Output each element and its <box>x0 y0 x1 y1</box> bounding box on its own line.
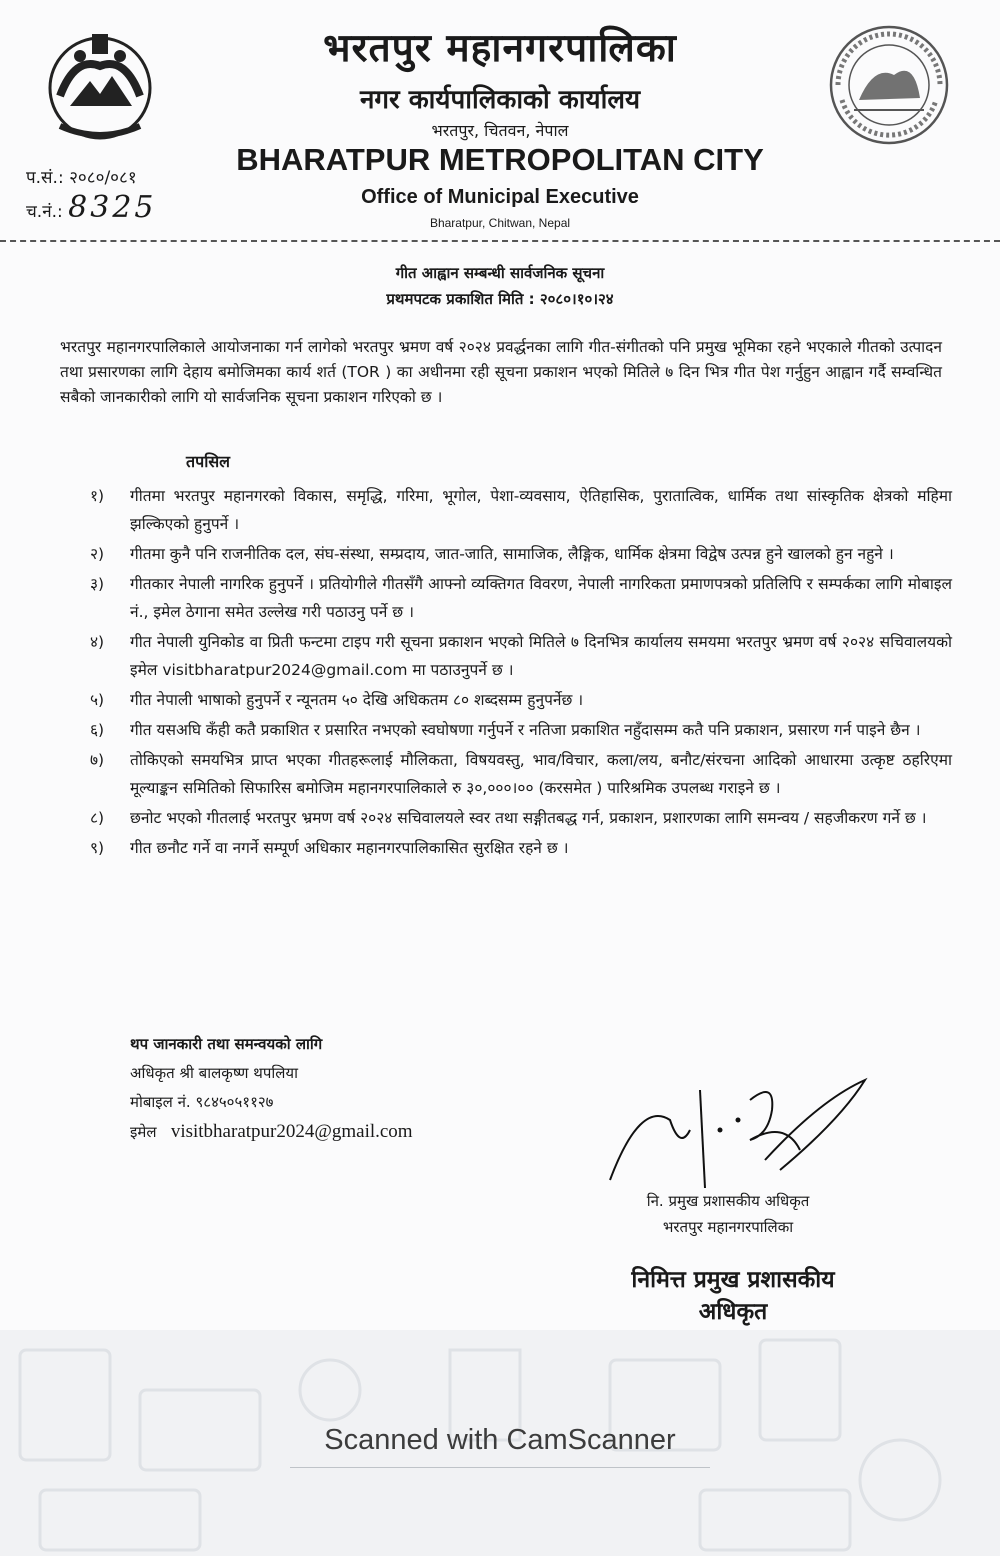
signatory-org: भरतपुर महानगरपालिका <box>662 1218 794 1236</box>
item-text: छनोट भएको गीतलाई भरतपुर भ्रमण वर्ष २०२४ सचिवालयले स्वर तथा सङ्गीतबद्ध गर्न, प्रकाशन, प्रशारणका लागि समन्वय / सहजीकरण गर्ने छ । <box>130 809 927 827</box>
list-item <box>90 804 952 832</box>
item-text: गीतमा कुनै पनि राजनीतिक दल, संघ-संस्था, सम्प्रदाय, जात-जाति, सामाजिक, लैङ्गिक, धार्मिक क्षेत्रमा विद्वेष उत्पन्न हुने खालको हुन नहुने । <box>130 545 894 563</box>
scanner-label: Scanned with CamScanner <box>324 1424 676 1456</box>
item-text: गीतकार नेपाली नागरिक हुनुपर्ने । प्रतियोगीले गीतसँगै आफ्नो व्यक्तिगत विवरण, नेपाली नागरिकता प्रमाणपत्रको प्रतिलिपि र सम्पर्कका लागि मोबाइल नं., इमेल ठेगाना समेत उल्लेख गरी पठाउनु पर्ने छ । <box>130 575 952 621</box>
reference-cn <box>26 190 157 225</box>
item-number: ७) <box>90 751 105 769</box>
list-item <box>90 834 952 862</box>
signatory-stamp: निमित्त प्रमुख प्रशासकीय अधिकृत <box>631 1267 835 1325</box>
item-number: ९) <box>90 839 105 857</box>
notice-date: प्रथमपटक प्रकाशित मिति : २०८०।१०।२४ <box>386 290 614 308</box>
header-title-en: BHARATPUR METROPOLITAN CITY <box>236 142 764 177</box>
reference-ps <box>26 165 137 188</box>
tapasil-heading: तपसिल <box>186 452 231 471</box>
list-item <box>90 540 952 568</box>
contact-email: visitbharatpur2024@gmail.com <box>170 1121 413 1142</box>
item-text: तोकिएको समयभित्र प्राप्त भएका गीतहरूलाई मौलिकता, विषयवस्तु, भाव/विचार, कला/लय, बनौट/संरचना आदिको आधारमा उत्कृष्ट ठहरिएमा मूल्याङ्कन समितिको सिफारिस बमोजिम महानगरपालिकाले रु ३०,०००।०० (करसमेत ) पारिश्रमिक उपलब्ध गराइने छ । <box>130 751 952 797</box>
item-text: गीत यसअघि कँही कतै प्रकाशित र प्रसारित नभएको स्वघोषणा गर्नुपर्ने र नतिजा प्रकाशित नहुँदासम्म कतै पनि प्रकाशन, प्रसारण गर्न पाइने छैन । <box>130 721 921 739</box>
item-number: ६) <box>90 721 105 739</box>
signatory-title: नि. प्रमुख प्रशासकीय अधिकृत <box>646 1192 810 1210</box>
item-number: ८) <box>90 809 105 827</box>
item-number: ५) <box>90 691 105 709</box>
notice-body: भरतपुर महानगरपालिकाले आयोजनाका गर्न लागेको भरतपुर भ्रमण वर्ष २०२४ प्रवर्द्धनका लागि गीत-संगीतको पनि प्रमुख भूमिका रहने भएकाले गीतको उत्पादन तथा प्रसारणका लागि देहाय बमोजिमका कार्य शर्त (TOR ) का अधीनमा रही सूचना प्रकाशन भएको मितिले ७ दिन भित्र गीत पेश गर्नुहुन आह्वान गर्दै सम्वन्धित सबैको जानकारीको लागि यो सार्वजनिक सूचना प्रकाशन गरिएको छ । <box>60 338 942 406</box>
header-address-np: भरतपुर, चितवन, नेपाल <box>431 121 569 140</box>
cn-label: च.नं.: <box>26 202 63 222</box>
terms-list <box>90 482 952 864</box>
contact-email-row <box>130 1117 413 1147</box>
email-label: इमेल <box>130 1123 157 1141</box>
signature-icon <box>600 1060 890 1190</box>
scanner-underline <box>290 1467 710 1468</box>
header-divider <box>0 240 1000 242</box>
item-number: ४) <box>90 633 105 651</box>
list-item <box>90 746 952 802</box>
item-text: गीतमा भरतपुर महानगरको विकास, समृद्धि, गरिमा, भूगोल, पेशा-व्यवसाय, ऐतिहासिक, पुरातात्विक, धार्मिक तथा सांस्कृतिक क्षेत्रको महिमा झल्किएको हुनुपर्ने । <box>130 487 952 533</box>
header-title-np: भरतपुर महानगरपालिका <box>323 26 677 71</box>
contact-block <box>130 1030 413 1147</box>
item-number: २) <box>90 545 105 563</box>
list-item <box>90 570 952 626</box>
ps-label: प.सं.: <box>26 168 64 188</box>
item-text: गीत नेपाली युनिकोड वा प्रिती फन्टमा टाइप गरी सूचना प्रकाशन भएको मितिले ७ दिनभित्र कार्यालय समयमा भरतपुर भ्रमण वर्ष २०२४ सचिवालयको इमेल visitbharatpur2024@gmail.com मा पठाउनुपर्ने छ । <box>130 633 952 679</box>
ps-value: २०८०/०८१ <box>69 168 137 188</box>
notice-title: गीत आह्वान सम्बन्धी सार्वजनिक सूचना <box>395 264 605 282</box>
list-item <box>90 482 952 538</box>
item-text: गीत नेपाली भाषाको हुनुपर्ने र न्यूनतम ५० देखि अधिकतम ८० शब्दसम्म हुनुपर्नेछ । <box>130 691 584 709</box>
contact-officer: अधिकृत श्री बालकृष्ण थपलिया <box>130 1064 299 1082</box>
contact-mobile: मोबाइल नं. ९८४५०५११२७ <box>130 1093 274 1111</box>
cn-value: 8325 <box>68 190 157 225</box>
header-office-np: नगर कार्यपालिकाको कार्यालय <box>359 85 641 115</box>
list-item <box>90 628 952 684</box>
item-number: १) <box>90 487 105 505</box>
contact-heading: थप जानकारी तथा समन्वयको लागि <box>130 1035 323 1053</box>
header-office-en: Office of Municipal Executive <box>361 186 639 208</box>
header-address-en: Bharatpur, Chitwan, Nepal <box>429 216 571 230</box>
list-item <box>90 686 952 714</box>
item-text: गीत छनौट गर्ने वा नगर्ने सम्पूर्ण अधिकार महानगरपालिकासित सुरक्षित रहने छ । <box>130 839 569 857</box>
list-item <box>90 716 952 744</box>
item-number: ३) <box>90 575 105 593</box>
signatory-block <box>598 1188 858 1240</box>
